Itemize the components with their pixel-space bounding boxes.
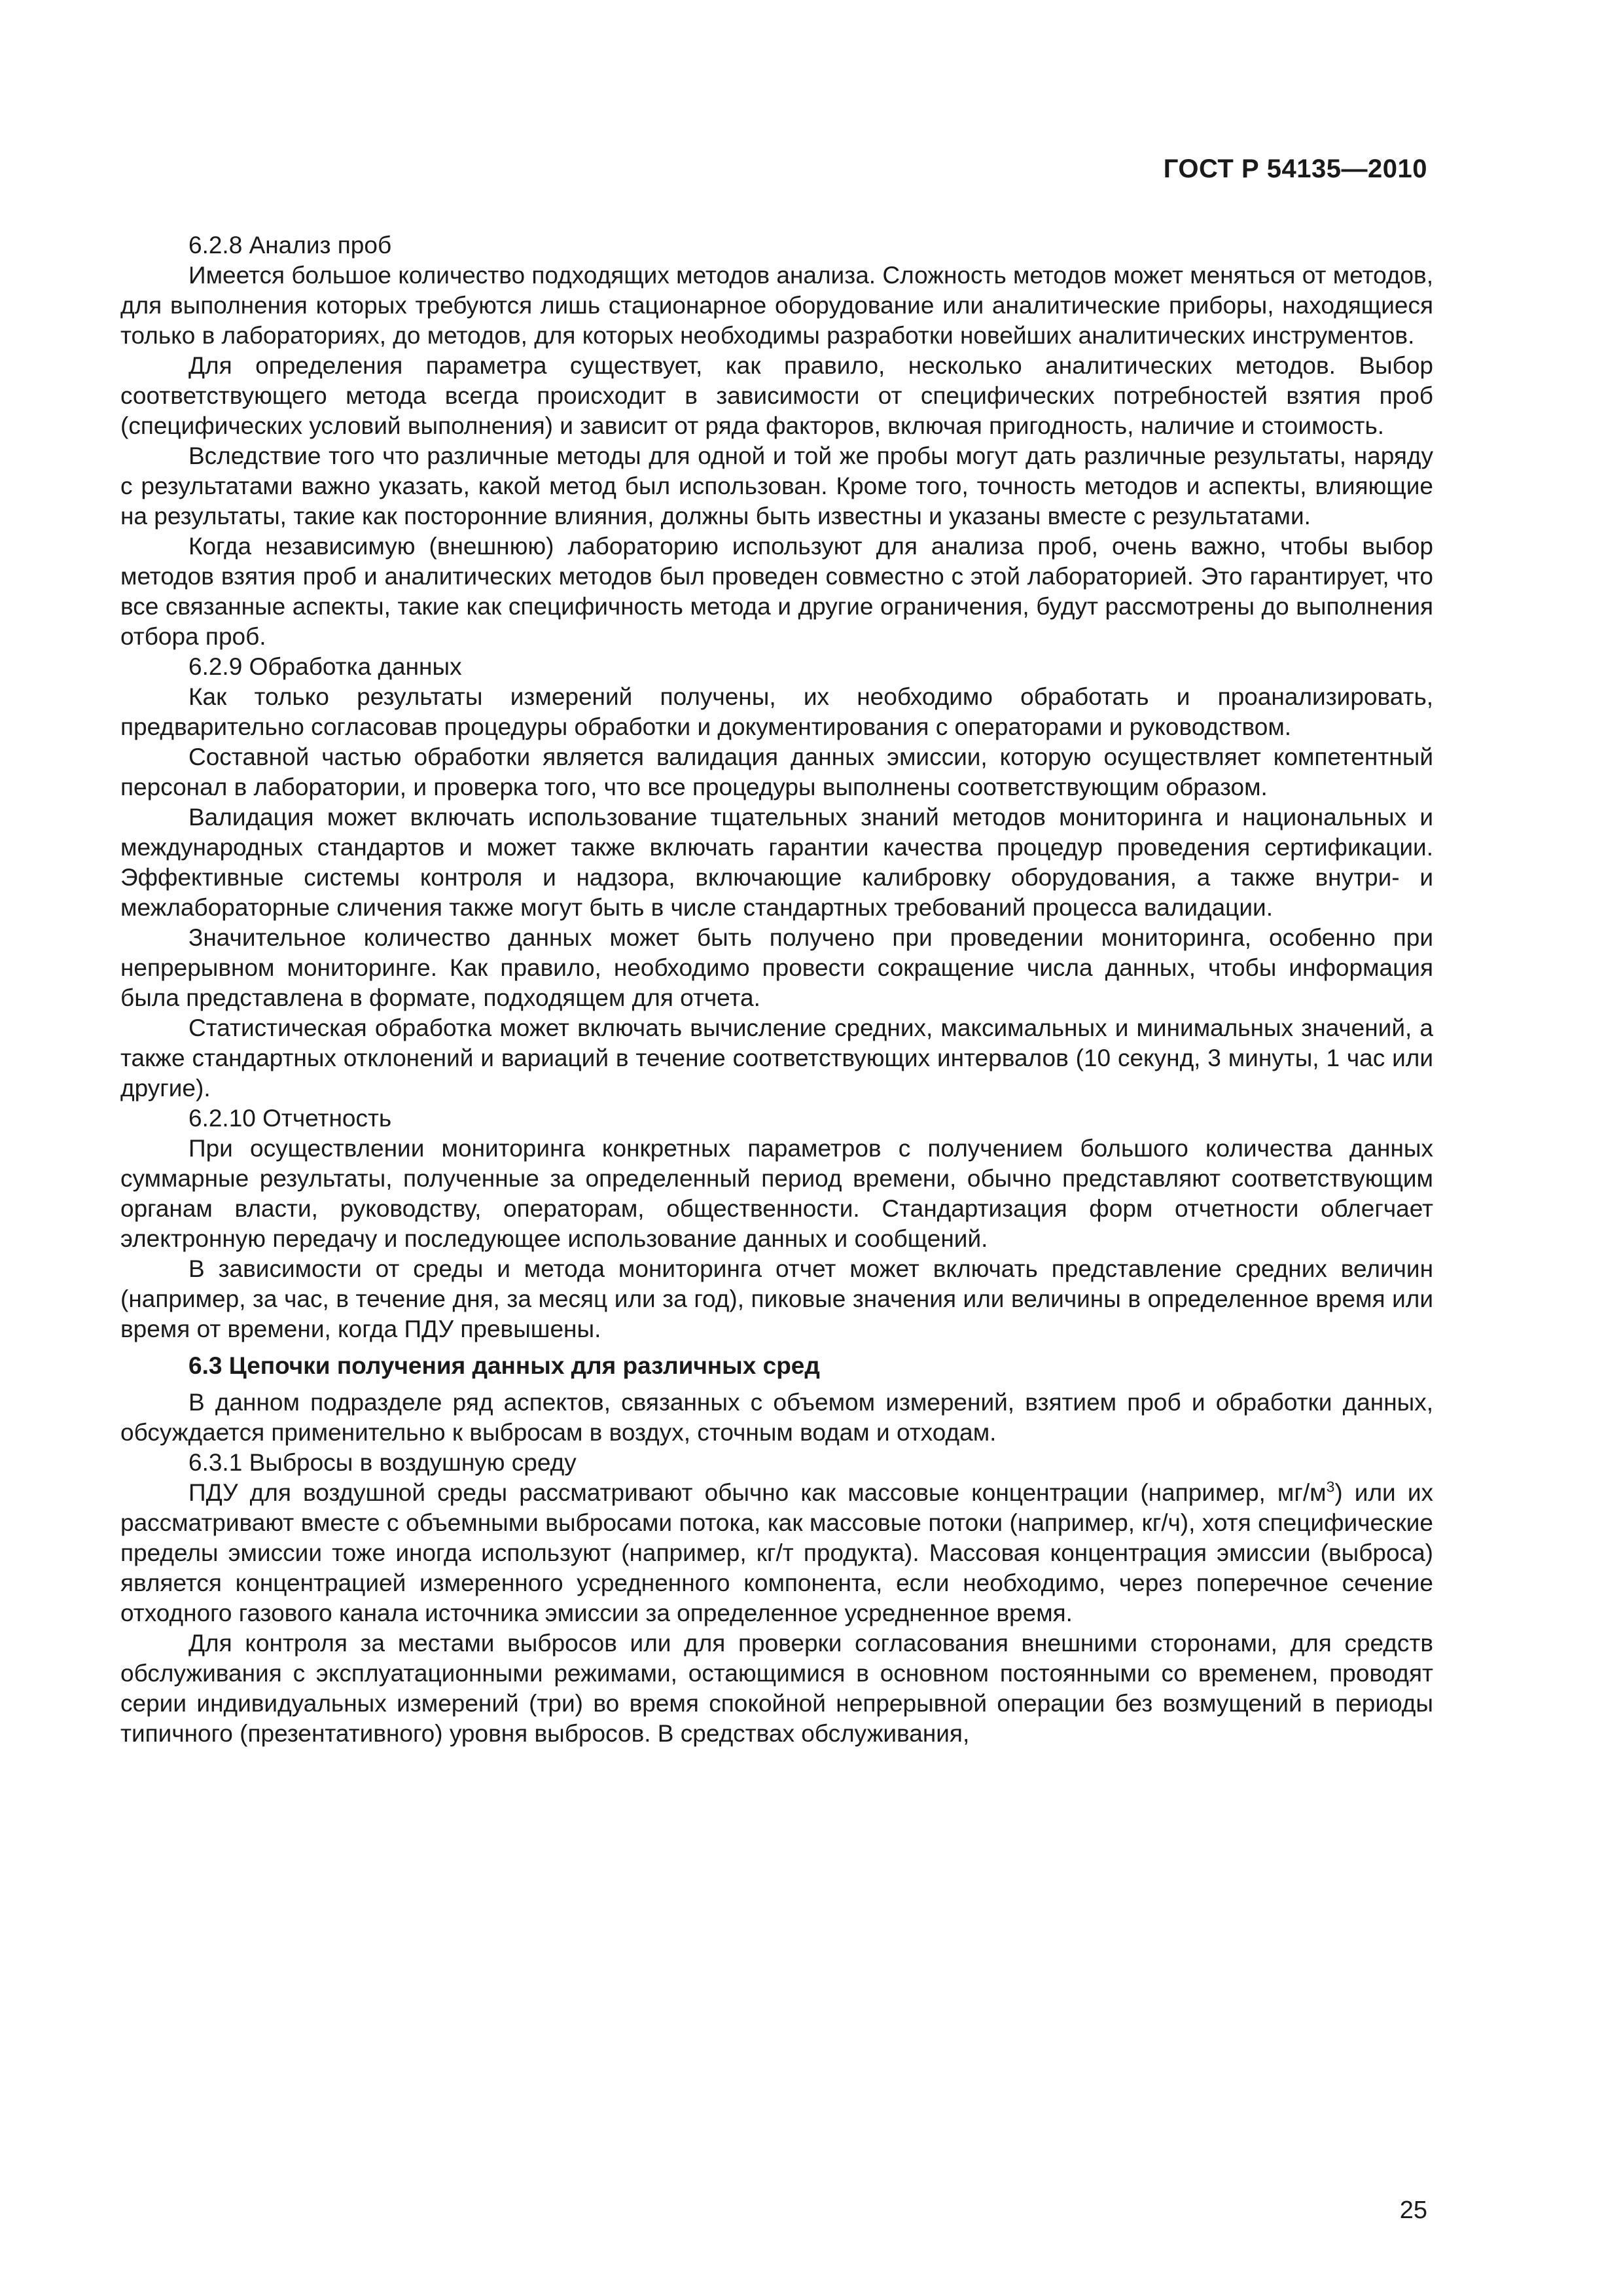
paragraph-part: ПДУ для воздушной среды рассматривают обычно как массовые концентрации (например, мг/м bbox=[188, 1479, 1327, 1506]
paragraph: Вследствие того что различные методы для одной и той же пробы могут дать различные результаты, наряду с результатами важно указать, какой метод был использован. Кроме того, точность методов и аспекты, влияющие на результаты, такие как посторонние влияния, должны быть известны и указаны вместе с результатами. bbox=[120, 442, 1433, 529]
section-heading-6-3-1: 6.3.1 Выбросы в воздушную среду bbox=[188, 1449, 577, 1476]
superscript: 3 bbox=[1326, 1478, 1335, 1496]
section-heading-6-2-8: 6.2.8 Анализ проб bbox=[188, 232, 392, 259]
page-number: 25 bbox=[1399, 2197, 1427, 2224]
paragraph: Статистическая обработка может включать вычисление средних, максимальных и минимальных значений, а также стандартных отклонений и вариаций в течение соответствующих интервалов (10 секунд, 3 минуты, 1 час или другие). bbox=[120, 1014, 1433, 1102]
section-heading-6-3: 6.3 Цепочки получения данных для различных сред bbox=[188, 1352, 820, 1379]
paragraph: Для определения параметра существует, как правило, несколько аналитических методов. Выбор соответствующего метода всегда происходит в зависимости от специфических потребностей взятия проб (специфических условий выполнения) и зависит от ряда факторов, включая пригодность, наличие и стоимость. bbox=[120, 352, 1433, 439]
paragraph bbox=[120, 1478, 1433, 1628]
paragraph: Имеется большое количество подходящих методов анализа. Сложность методов может меняться от методов, для выполнения которых требуются лишь стационарное оборудование или аналитические приборы, находящиеся только в лабораториях, до методов, для которых необходимы разработки новейших аналитических инструментов. bbox=[120, 262, 1433, 349]
paragraph: Когда независимую (внешнюю) лабораторию используют для анализа проб, очень важно, чтобы выбор методов взятия проб и аналитических методов был проведен совместно с этой лабораторией. Это гарантирует, что все связанные аспекты, такие как специфичность метода и другие ограничения, будут рассмотрены до выполнения отбора проб. bbox=[120, 533, 1433, 650]
paragraph: Составной частью обработки является валидация данных эмиссии, которую осуществляет компетентный персонал в лаборатории, и проверка того, что все процедуры выполнены соответствующим образом. bbox=[120, 744, 1433, 800]
paragraph: При осуществлении мониторинга конкретных параметров с получением большого количества данных суммарные результаты, полученные за определенный период времени, обычно представляют соответствующим органам власти, руководству, операторам, общественности. Стандартизация форм отчетности облегчает электронную передачу и последующее использование данных и сообщений. bbox=[120, 1135, 1433, 1252]
paragraph-part: ) или их рассматривают вместе с объемными выбросами потока, как массовые потоки (например, кг/ч), хотя специфические пределы эмиссии тоже иногда используют (например, кг/т продукта). Массовая концентрация эмиссии (выброса) является концентрацией измеренного усредненного компонента, если необходимо, через поперечное сечение отходного газового канала источника эмиссии за определенное усредненное время. bbox=[120, 1479, 1433, 1626]
paragraph: В данном подразделе ряд аспектов, связанных с объемом измерений, взятием проб и обработки данных, обсуждается применительно к выбросам в воздух, сточным водам и отходам. bbox=[120, 1389, 1433, 1446]
paragraph: Для контроля за местами выбросов или для проверки согласования внешними сторонами, для средств обслуживания с эксплуатационными режимами, остающимися в основном постоянными со временем, проводят серии индивидуальных измерений (три) во время спокойной непрерывной операции без возмущений в периоды типичного (презентативного) уровня выбросов. В средствах обслуживания, bbox=[120, 1630, 1433, 1747]
section-heading-6-2-9: 6.2.9 Обработка данных bbox=[188, 653, 462, 680]
paragraph: Валидация может включать использование тщательных знаний методов мониторинга и национальных и международных стандартов и может также включать гарантии качества процедур проведения сертификации. Эффективные системы контроля и надзора, включающие калибровку оборудования, а также внутри- и межлабораторные сличения также могут быть в числе стандартных требований процесса валидации. bbox=[120, 804, 1433, 921]
document-body bbox=[120, 230, 1433, 1749]
document-header-standard: ГОСТ Р 54135—2010 bbox=[1163, 154, 1427, 183]
section-heading-6-2-10: 6.2.10 Отчетность bbox=[188, 1105, 392, 1132]
paragraph: В зависимости от среды и метода мониторинга отчет может включать представление средних величин (например, за час, в течение дня, за месяц или за год), пиковые значения или величины в определенное время или время от времени, когда ПДУ превышены. bbox=[120, 1255, 1433, 1342]
paragraph: Значительное количество данных может быть получено при проведении мониторинга, особенно при непрерывном мониторинге. Как правило, необходимо провести сокращение числа данных, чтобы информация была представлена в формате, подходящем для отчета. bbox=[120, 924, 1433, 1011]
paragraph: Как только результаты измерений получены, их необходимо обработать и проанализировать, предварительно согласовав процедуры обработки и документирования с операторами и руководством. bbox=[120, 683, 1433, 740]
